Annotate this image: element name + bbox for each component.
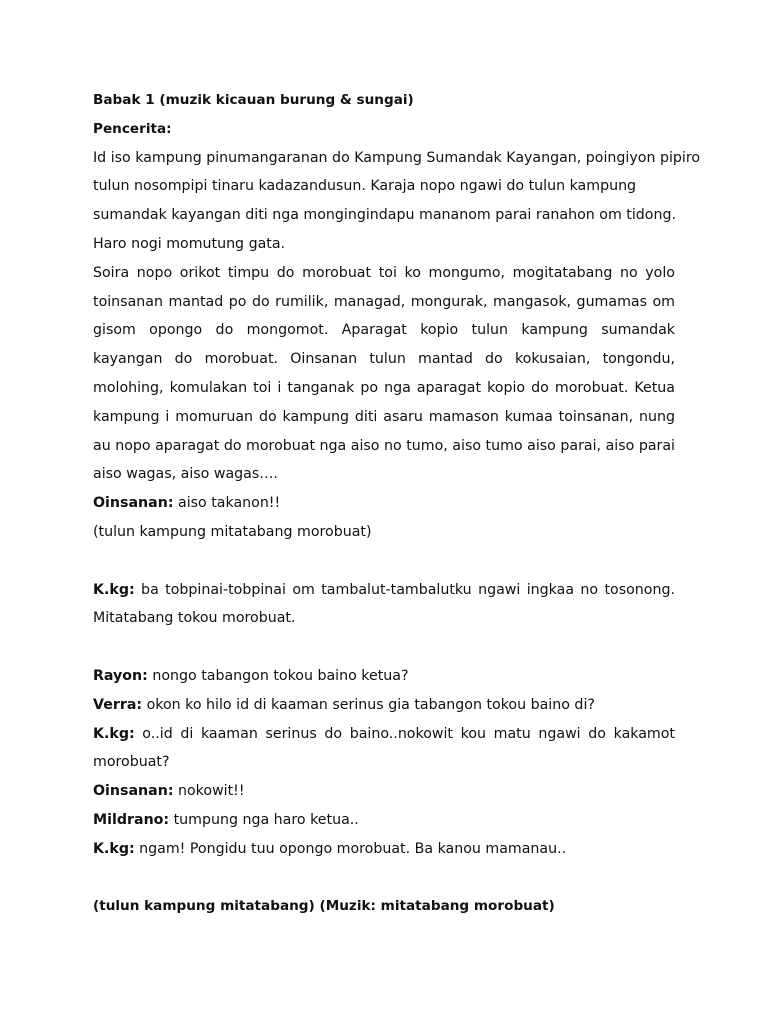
dialogue-line	[93, 662, 675, 691]
speaker-name: Rayon:	[93, 667, 148, 684]
narration-line: Haro nogi momutung gata.	[93, 235, 286, 252]
speaker-name: Mildrano:	[93, 811, 170, 828]
dialogue-line	[93, 576, 675, 634]
dialogue-text: ngam! Pongidu tuu opongo morobuat. Ba kanou mamanau..	[134, 840, 567, 857]
dialogue-line	[93, 691, 675, 720]
dialogue-text: o..id di kaaman serinus do baino..nokowit kou matu ngawi do kakamot morobuat?	[93, 725, 675, 771]
speaker-name: Verra:	[93, 696, 143, 713]
speaker-name: Oinsanan:	[93, 783, 174, 800]
dialogue-text: okon ko hilo id di kaaman serinus gia tabangon tokou baino di?	[142, 696, 595, 713]
narration-paragraph: Soira nopo orikot timpu do morobuat toi ko mongumo, mogitatabang no yolo toinsanan mantad po do rumilik, managad, mongurak, mangasok, gumamas om gisom opongo do mongomot. Aparagat kopio tulun kampung sumandak kayangan do morobuat. Oinsanan tulun mantad do kokusaian, tongondu, molohing, komulakan toi i tanganak po nga aparagat kopio do morobuat. Ketua kampung i momuruan do kampung diti asaru mamason kumaa toinsanan, nung au nopo aparagat do morobuat nga aiso no tumo, aiso tumo aiso parai, aiso parai aiso wagas, aiso wagas….	[93, 264, 675, 483]
narration-line: sumandak kayangan diti nga mongingindapu mananom parai ranahon om tidong.	[93, 207, 676, 224]
spacer	[93, 864, 675, 893]
dialogue-text: nongo tabangon tokou baino ketua?	[147, 667, 409, 684]
dialogue-line	[93, 835, 675, 864]
dialogue-line	[93, 777, 675, 806]
dialogue-text: tumpung nga haro ketua..	[169, 811, 359, 828]
spacer	[93, 547, 675, 576]
dialogue-text: aiso takanon!!	[173, 495, 281, 512]
dialogue-line	[93, 806, 675, 835]
speaker-name: K.kg:	[93, 725, 135, 742]
dialogue-text: ba tobpinai-tobpinai om tambalut-tambalutku ngawi ingkaa no tosonong. Mitatabang tokou morobuat.	[93, 581, 675, 627]
speaker-name: K.kg:	[93, 581, 135, 598]
narrator-label: Pencerita:	[93, 120, 172, 137]
dialogue-line	[93, 489, 675, 518]
dialogue-line	[93, 720, 675, 778]
scene-heading: Babak 1 (muzik kicauan burung & sungai)	[93, 92, 414, 108]
stage-direction: (tulun kampung mitatabang morobuat)	[93, 523, 372, 540]
narration-line: Id iso kampung pinumangaranan do Kampung Sumandak Kayangan, poingiyon pipiro	[93, 149, 701, 166]
dialogue-text: nokowit!!	[173, 783, 245, 800]
document-body	[93, 86, 701, 921]
scene-footer-direction: (tulun kampung mitatabang) (Muzik: mitatabang morobuat)	[93, 898, 555, 915]
speaker-name: Oinsanan:	[93, 495, 174, 512]
speaker-name: K.kg:	[93, 840, 135, 857]
narration-line: tulun nosompipi tinaru kadazandusun. Karaja nopo ngawi do tulun kampung	[93, 178, 637, 195]
spacer	[93, 633, 675, 662]
